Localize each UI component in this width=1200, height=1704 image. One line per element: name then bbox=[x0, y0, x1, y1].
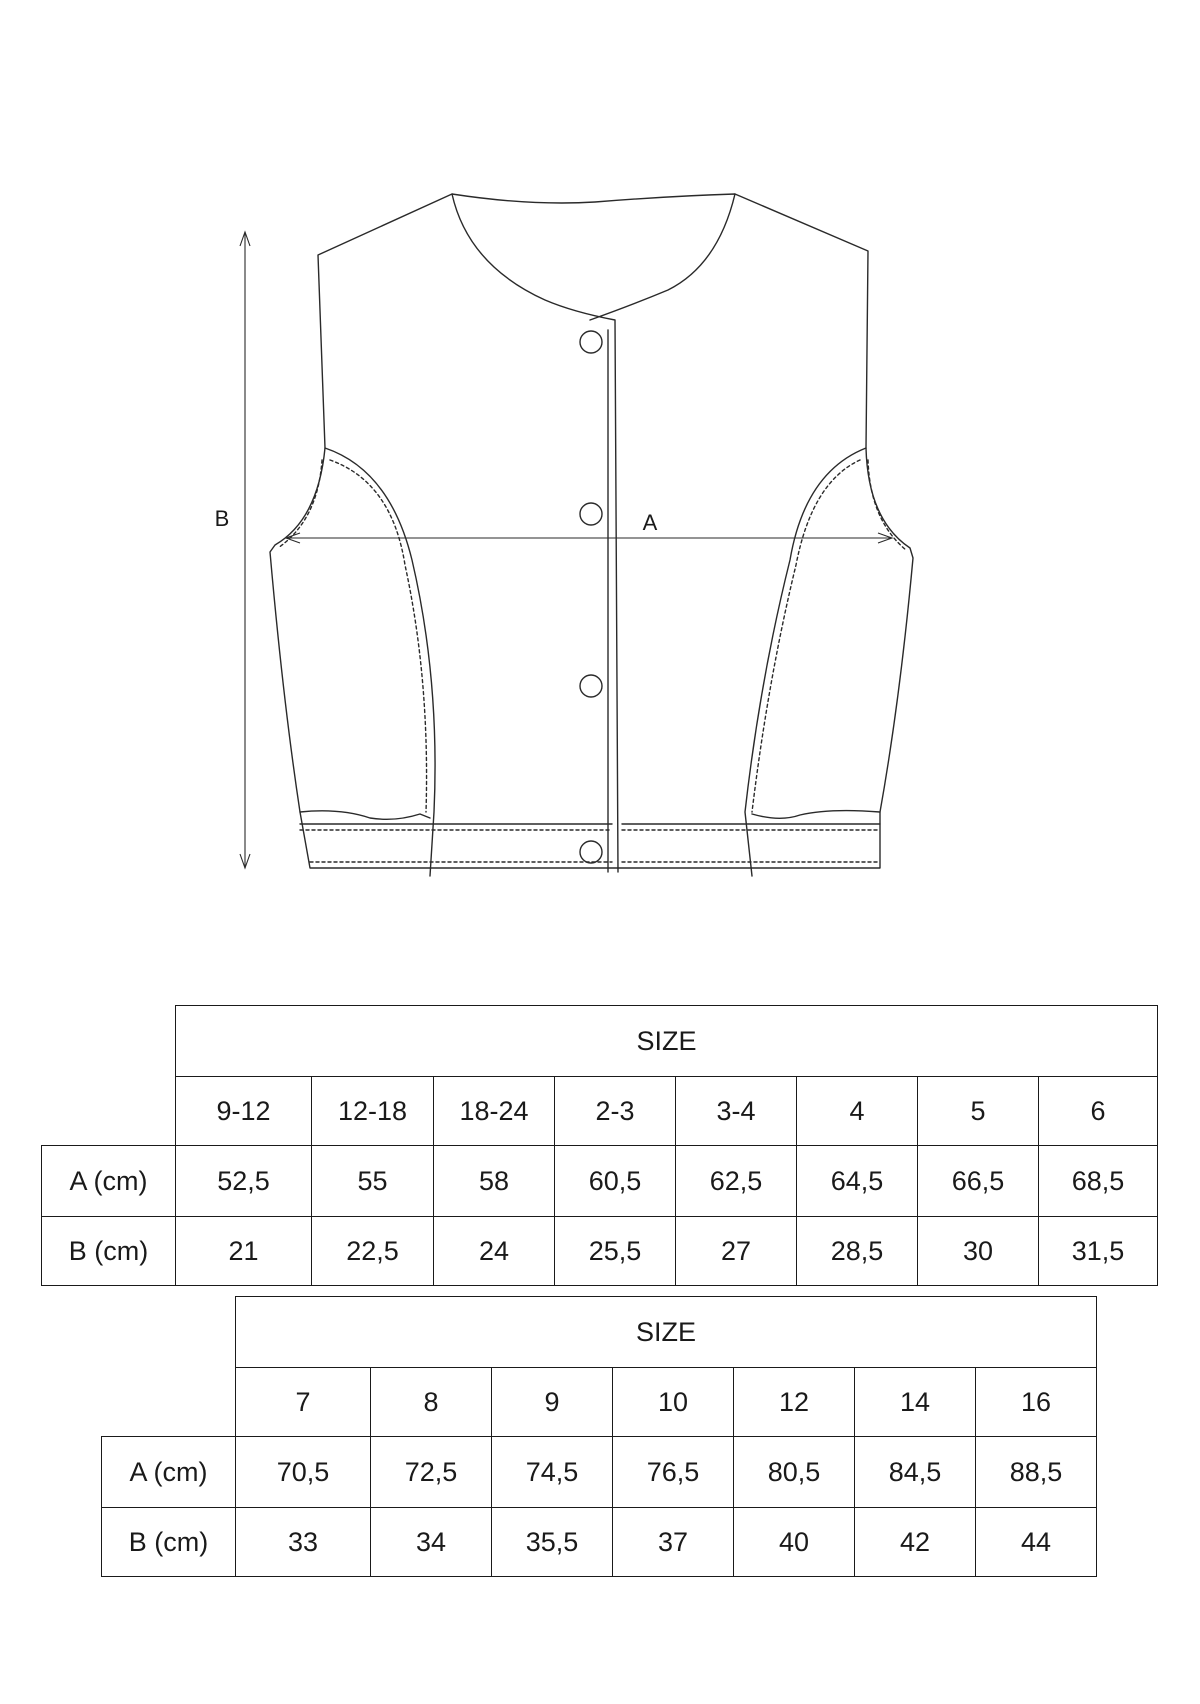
measurement-cell: 35,5 bbox=[492, 1508, 613, 1577]
button-3 bbox=[580, 675, 602, 697]
measurement-cell: 52,5 bbox=[176, 1146, 312, 1217]
size-label: 12-18 bbox=[312, 1077, 434, 1146]
measurement-cell: 31,5 bbox=[1039, 1217, 1158, 1286]
measurement-cell: 80,5 bbox=[734, 1437, 855, 1508]
row-label-a: A (cm) bbox=[42, 1146, 176, 1217]
measurement-cell: 68,5 bbox=[1039, 1146, 1158, 1217]
size-label: 16 bbox=[976, 1368, 1097, 1437]
size-label: 8 bbox=[371, 1368, 492, 1437]
button-2 bbox=[580, 503, 602, 525]
size-label: 7 bbox=[236, 1368, 371, 1437]
height-measure-label: B bbox=[214, 506, 230, 531]
right-panel-seam bbox=[745, 448, 866, 876]
size-label: 4 bbox=[797, 1077, 918, 1146]
measurement-cell: 24 bbox=[434, 1217, 555, 1286]
measurement-b-row bbox=[102, 1508, 1097, 1577]
size-label: 10 bbox=[613, 1368, 734, 1437]
right-panel-seam-stitch bbox=[752, 460, 860, 812]
size-header-row bbox=[102, 1297, 1097, 1368]
measurement-cell: 64,5 bbox=[797, 1146, 918, 1217]
measurement-cell: 66,5 bbox=[918, 1146, 1039, 1217]
measurement-cell: 44 bbox=[976, 1508, 1097, 1577]
size-label: 9 bbox=[492, 1368, 613, 1437]
vest-outline bbox=[270, 194, 913, 868]
left-panel-seam-stitch bbox=[330, 460, 427, 812]
left-armhole-stitch bbox=[278, 460, 322, 548]
waistband-top bbox=[300, 811, 880, 820]
measurement-cell: 60,5 bbox=[555, 1146, 676, 1217]
size-header: SIZE bbox=[176, 1006, 1158, 1077]
size-label: 3-4 bbox=[676, 1077, 797, 1146]
measurement-cell: 55 bbox=[312, 1146, 434, 1217]
size-table-2 bbox=[101, 1296, 1097, 1577]
neckline-right bbox=[590, 194, 735, 320]
measurement-a-row bbox=[102, 1437, 1097, 1508]
row-label-a: A (cm) bbox=[102, 1437, 236, 1508]
size-label: 12 bbox=[734, 1368, 855, 1437]
empty-corner-cell bbox=[102, 1297, 236, 1368]
measurement-cell: 74,5 bbox=[492, 1437, 613, 1508]
measurement-cell: 21 bbox=[176, 1217, 312, 1286]
size-labels-row bbox=[102, 1368, 1097, 1437]
measurement-cell: 40 bbox=[734, 1508, 855, 1577]
empty-corner-cell bbox=[42, 1006, 176, 1077]
measurement-cell: 62,5 bbox=[676, 1146, 797, 1217]
button-4 bbox=[580, 841, 602, 863]
measurement-cell: 58 bbox=[434, 1146, 555, 1217]
size-header-row bbox=[42, 1006, 1158, 1077]
size-label: 5 bbox=[918, 1077, 1039, 1146]
measurement-cell: 27 bbox=[676, 1217, 797, 1286]
measurement-cell: 28,5 bbox=[797, 1217, 918, 1286]
measurement-cell: 25,5 bbox=[555, 1217, 676, 1286]
size-header: SIZE bbox=[236, 1297, 1097, 1368]
measurement-b-row bbox=[42, 1217, 1158, 1286]
measurement-cell: 70,5 bbox=[236, 1437, 371, 1508]
measurement-cell: 72,5 bbox=[371, 1437, 492, 1508]
measurement-cell: 34 bbox=[371, 1508, 492, 1577]
measurement-cell: 84,5 bbox=[855, 1437, 976, 1508]
size-labels-row bbox=[42, 1077, 1158, 1146]
size-label: 9-12 bbox=[176, 1077, 312, 1146]
size-label: 18-24 bbox=[434, 1077, 555, 1146]
measurement-cell: 33 bbox=[236, 1508, 371, 1577]
size-label: 2-3 bbox=[555, 1077, 676, 1146]
measurement-cell: 22,5 bbox=[312, 1217, 434, 1286]
measurement-cell: 30 bbox=[918, 1217, 1039, 1286]
measurement-cell: 42 bbox=[855, 1508, 976, 1577]
size-table-1 bbox=[41, 1005, 1158, 1286]
size-label: 14 bbox=[855, 1368, 976, 1437]
row-label-b: B (cm) bbox=[102, 1508, 236, 1577]
measurement-cell: 76,5 bbox=[613, 1437, 734, 1508]
width-measure-label: A bbox=[642, 510, 658, 535]
row-label-b: B (cm) bbox=[42, 1217, 176, 1286]
empty-corner-cell bbox=[102, 1368, 236, 1437]
empty-corner-cell bbox=[42, 1077, 176, 1146]
button-1 bbox=[580, 331, 602, 353]
neckline bbox=[452, 194, 618, 872]
measurement-cell: 37 bbox=[613, 1508, 734, 1577]
size-label: 6 bbox=[1039, 1077, 1158, 1146]
measurement-cell: 88,5 bbox=[976, 1437, 1097, 1508]
measurement-a-row bbox=[42, 1146, 1158, 1217]
